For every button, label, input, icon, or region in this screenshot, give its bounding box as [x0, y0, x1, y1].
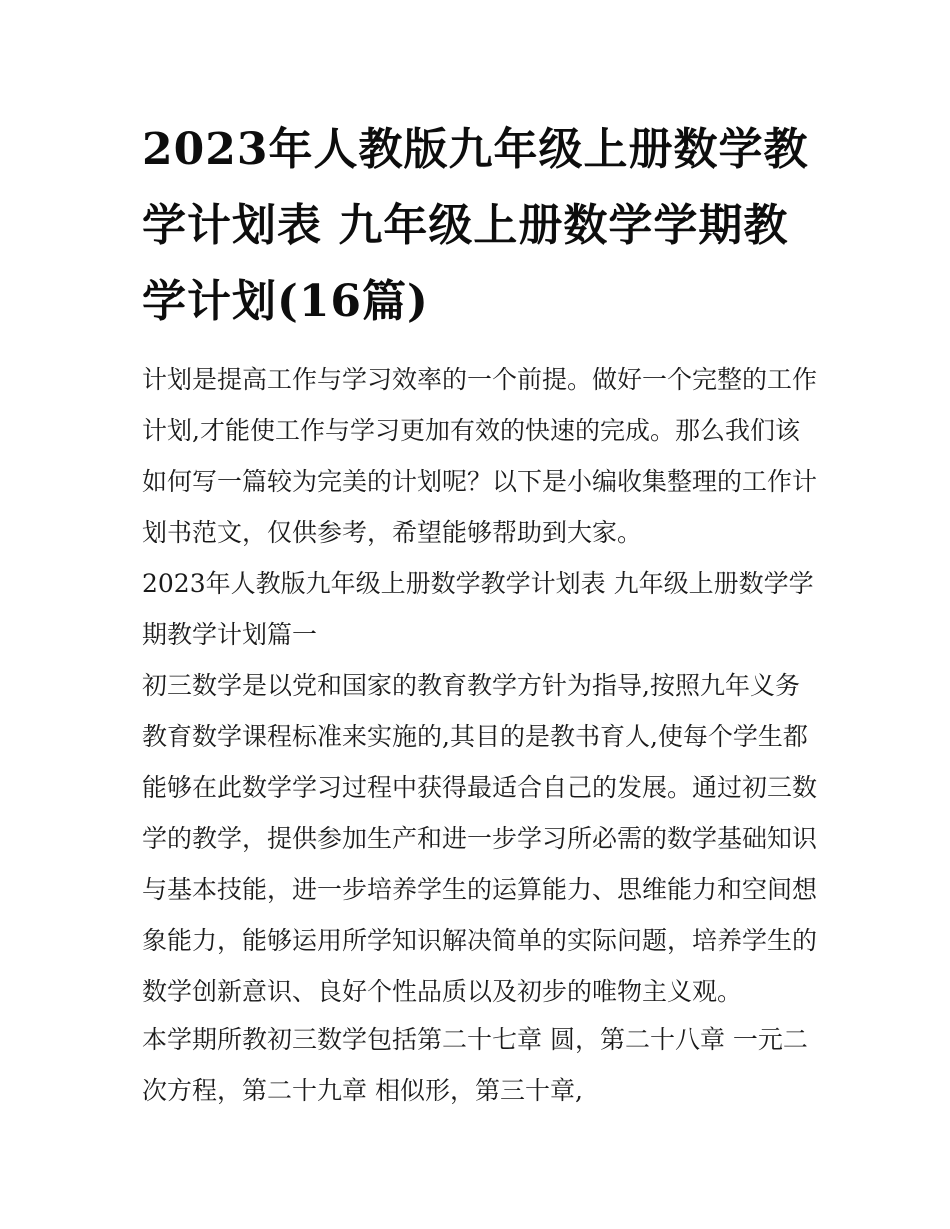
- body-paragraph: 本学期所教初三数学包括第二十七章 圆，第二十八章 一元二次方程，第二十九章 相似形，第三十章,: [142, 1025, 808, 1105]
- document-title: 2023年人教版九年级上册数学教学计划表 九年级上册数学学期教学计划(16篇): [142, 124, 809, 327]
- body-paragraph: 初三数学是以党和国家的教育教学方针为指导,按照九年义务教育数学课程标准来实施的,其目的是教书育人,使每个学生都能够在此数学学习过程中获得最适合自己的发展。通过初三数学的教学，提供参加生产和进一步学习所必需的数学基础知识与基本技能，进一步培养学生的运算能力、思维能力和空间想象能力，能够运用所学知识解决简单的实际问题，培养学生的数学创新意识、良好个性品质以及初步的唯物主义观。: [142, 671, 818, 1006]
- section-heading: 2023年人教版九年级上册数学教学计划表 九年级上册数学学期教学计划篇一: [142, 569, 814, 649]
- intro-paragraph: 计划是提高工作与学习效率的一个前提。做好一个完整的工作计划,才能使工作与学习更加有效的快速的完成。那么我们该如何写一篇较为完美的计划呢？以下是小编收集整理的工作计划书范文，仅供参考，希望能够帮助到大家。: [142, 365, 818, 547]
